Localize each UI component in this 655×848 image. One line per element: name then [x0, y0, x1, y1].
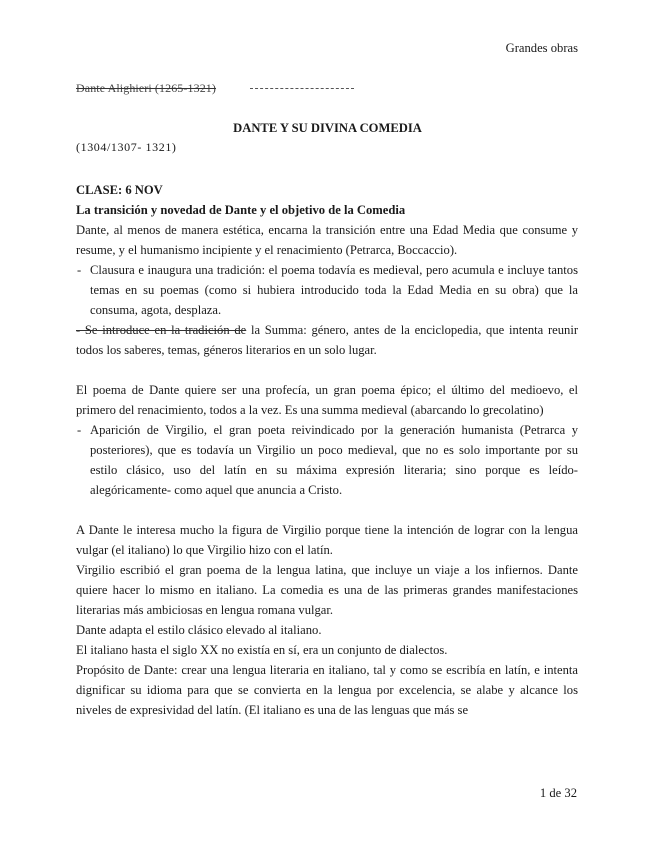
list-item	[76, 420, 578, 500]
document-title: DANTE Y SU DIVINA COMEDIA	[233, 121, 422, 135]
list-item-struck	[76, 320, 578, 360]
paragraph: Propósito de Dante: crear una lengua literaria en italiano, tal y como se escribía en latín, e intenta dignificar su idioma para que se convierta en la lengua por excelencia, se alabe y alcance los niveles de expresividad del latín. (El italiano es una de las lenguas que más se	[76, 663, 578, 717]
page-number: 1 de 32	[539, 786, 577, 800]
paragraph: A Dante le interesa mucho la figura de Virgilio porque tiene la intención de lograr con la lengua vulgar (el italiano) lo que Virgilio hizo con el latín.	[76, 523, 578, 557]
running-header: Grandes obras	[505, 41, 578, 55]
list-item-text: Aparición de Virgilio, el gran poeta reivindicado por la generación humanista (Petrarca y posteriores), que es todavía un Virgilio un poco medieval, que no es solo importante por su estilo clásico, uso del latín en su máxima expresión literaria; sino porque es leído-alegóricamente- como aquel que anuncia a Cristo.	[90, 423, 578, 497]
paragraph: Virgilio escribió el gran poema de la lengua latina, que incluye un viaje a los infiernos. Dante quiere hacer lo mismo en italiano. La comedia es una de las primeras grandes manifestaciones literarias más ambiciosas en lengua romana vulgar.	[76, 563, 578, 617]
struck-lead-text: - Se introduce en la tradición de	[76, 323, 247, 337]
section-subtitle: La transición y novedad de Dante y el objetivo de la Comedia	[76, 203, 406, 217]
document-body	[76, 180, 578, 720]
list-item	[76, 260, 578, 320]
strike-tail-mark	[250, 88, 354, 89]
list-item-text: la Summa: género, antes de la enciclopedia, que intenta reunir todos los saberes, temas, géneros literarios en un solo lugar.	[76, 323, 579, 357]
struck-through-line: Dante Alighieri (1265-1321)	[76, 81, 217, 95]
spacer	[76, 500, 578, 520]
paragraph: Dante, al menos de manera estética, encarna la transición entre una Edad Media que consume y resume, y el humanismo incipiente y el renacimiento (Petrarca, Boccaccio).	[76, 223, 578, 257]
list-item-text: Clausura e inaugura una tradición: el poema todavía es medieval, pero acumula e incluye tantos temas en su poemas (como si hubiera introducido toda la Edad Media en su obra) que la consuma, agota, desplaza.	[90, 263, 578, 317]
date-range: (1304/1307- 1321)	[76, 140, 177, 154]
dash-bullet: -	[77, 263, 82, 277]
dash-bullet: -	[77, 423, 82, 437]
paragraph: Dante adapta el estilo clásico elevado al italiano.	[76, 623, 322, 637]
section-label: CLASE: 6 NOV	[76, 183, 163, 197]
spacer	[76, 360, 578, 380]
paragraph: El poema de Dante quiere ser una profecía, un gran poema épico; el último del medioevo, el primero del renacimiento, todos a la vez. Es una summa medieval (abarcando lo grecolatino)	[76, 383, 578, 417]
paragraph: El italiano hasta el siglo XX no existía en sí, era un conjunto de dialectos.	[76, 643, 448, 657]
